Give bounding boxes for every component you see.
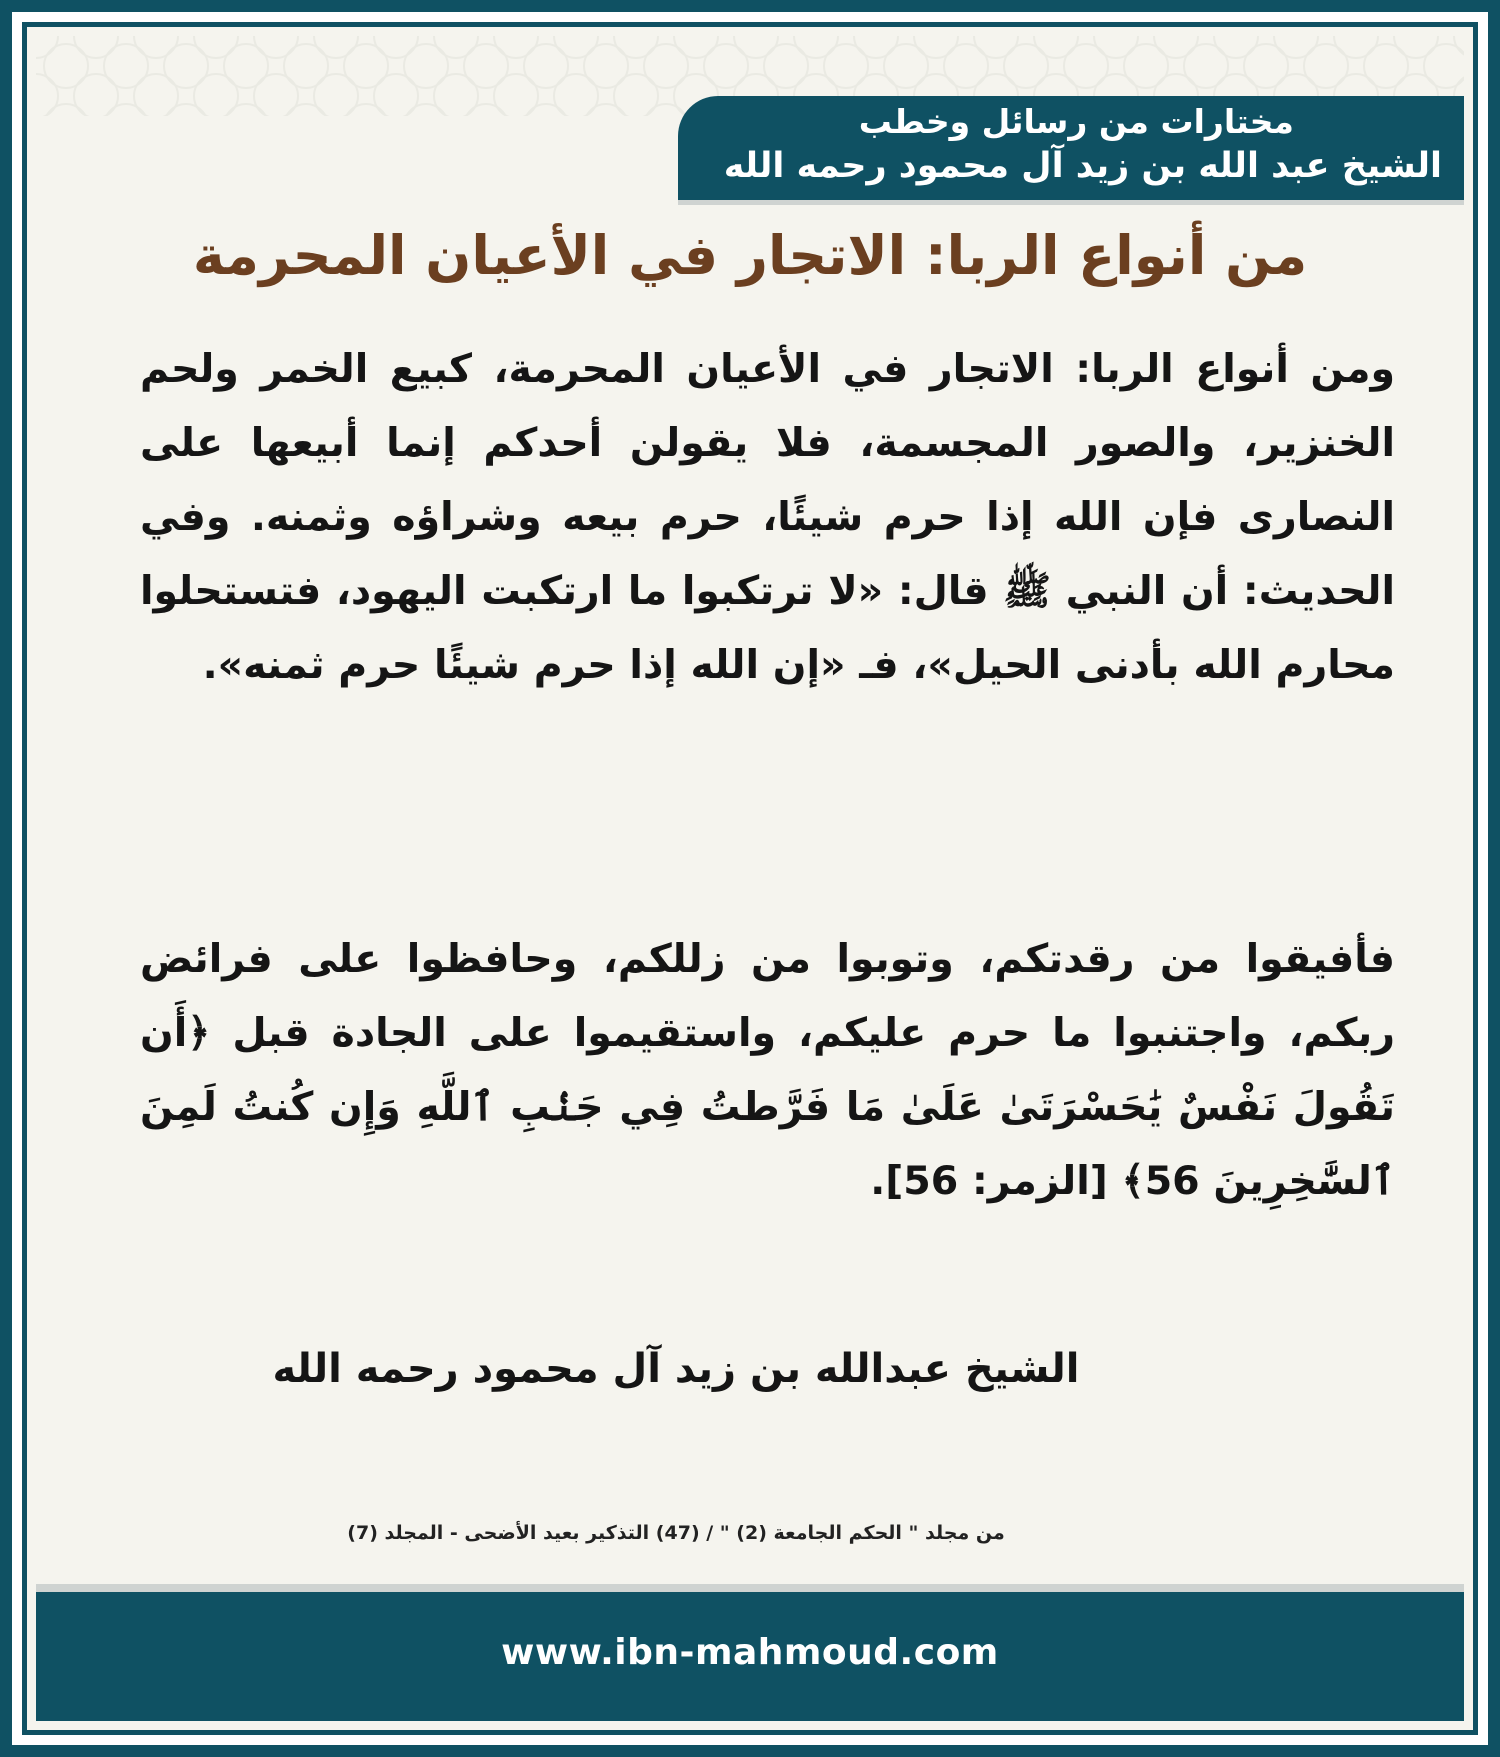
page-title: من أنواع الربا: الاتجار في الأعيان المحرمة xyxy=(192,224,1308,287)
paragraph-2: فأفيقوا من رقدتكم، وتوبوا من زللكم، وحافظوا على فرائض ربكم، واجتنبوا ما حرم عليكم، واستقيموا على الجادة قبل ﴿أَن تَقُولَ نَفْسٌ يَٰحَسْرَتَىٰ عَلَىٰ مَا فَرَّطتُ فِي جَنۢبِ ٱللَّهِ وَإِن كُنتُ لَمِنَ ٱلسَّٰخِرِينَ 56﴾ [الزمر: 56]. xyxy=(140,936,1395,1204)
footer-divider xyxy=(36,1584,1464,1592)
paragraph-1: ومن أنواع الربا: الاتجار في الأعيان المحرمة، كبيع الخمر ولحم الخنزير، والصور المجسمة، فلا يقولن أحدكم إنما أبيعها على النصارى فإن الله إذا حرم شيئًا، حرم بيعه وشراؤه وثمنه. وفي الحديث: أن النبي ﷺ قال: «لا ترتكبوا ما ارتكبت اليهود، فتستحلوا محارم الله بأدنى الحيل»، فـ «إن الله إذا حرم شيئًا حرم ثمنه». xyxy=(140,346,1395,688)
header-band xyxy=(678,96,1464,200)
footer-band xyxy=(36,1592,1464,1721)
card xyxy=(36,36,1464,1721)
source-citation: من مجلد " الحكم الجامعة (2) " / (47) التذكير بعيد الأضحى - المجلد (7) xyxy=(347,1522,1005,1544)
header-subtitle: مختارات من رسائل وخطب xyxy=(858,102,1294,141)
author-signature: الشيخ عبدالله بن زيد آل محمود رحمه الله xyxy=(272,1346,1080,1392)
website-link[interactable]: www.ibn-mahmoud.com xyxy=(501,1632,999,1673)
header-author: الشيخ عبد الله بن زيد آل محمود رحمه الله xyxy=(723,146,1442,186)
